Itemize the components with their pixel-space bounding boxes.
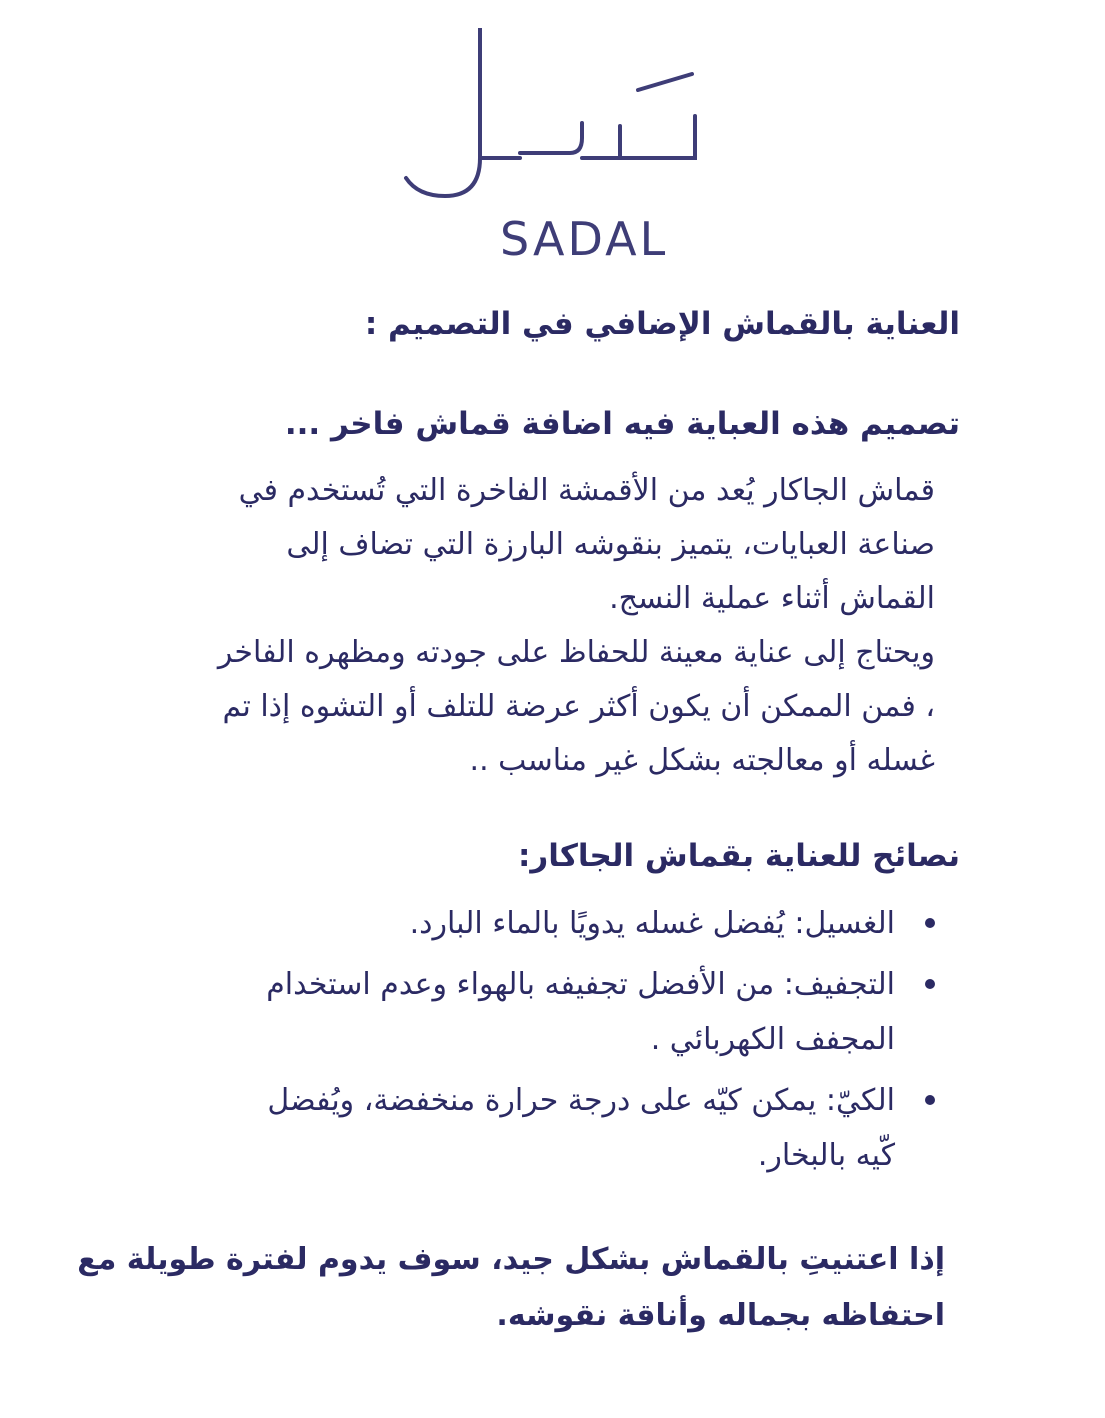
tip-line: المجفف الكهربائي .: [650, 1022, 895, 1057]
intro-line: القماش أثناء عملية النسج.: [609, 581, 935, 616]
closing-line: إذا اعتنيتِ بالقماش بشكل جيد، سوف يدوم لفترة طويلة مع: [77, 1242, 945, 1277]
intro-line: ، فمن الممكن أن يكون أكثر عرضة للتلف أو التشوه إذا تم: [222, 689, 935, 724]
tips-heading: نصائح للعناية بقماش الجاكار:: [517, 838, 960, 874]
tip-washing: [175, 896, 935, 951]
tip-line: التجفيف: من الأفضل تجفيفه بالهواء وعدم استخدام: [266, 967, 895, 1002]
tip-ironing: [175, 1073, 935, 1183]
closing-line: احتفاظه بجماله وأناقة نقوشه.: [496, 1298, 945, 1333]
closing-note: [77, 1232, 945, 1344]
tip-line: الكيّ: يمكن كيّه على درجة حرارة منخفضة، ويُفضل: [267, 1083, 895, 1118]
intro-paragraph: [175, 464, 935, 788]
intro-line: ويحتاج إلى عناية معينة للحفاظ على جودته ومظهره الفاخر: [217, 635, 935, 670]
tips-list: [175, 896, 935, 1189]
intro-line: غسله أو معالجته بشكل غير مناسب ..: [469, 743, 935, 778]
bullet-icon: [925, 918, 935, 928]
tip-drying: [175, 957, 935, 1067]
bullet-icon: [925, 979, 935, 989]
sadal-arabic-logotype: [400, 28, 700, 228]
logo-wordmark: SADAL: [500, 212, 669, 266]
sadal-logo: [400, 28, 700, 266]
tip-line: الغسيل: يُفضل غسله يدويًا بالماء البارد.: [409, 906, 895, 941]
sub-heading: تصميم هذه العباية فيه اضافة قماش فاخر ...: [284, 406, 960, 442]
intro-line: صناعة العبايات، يتميز بنقوشه البارزة التي تضاف إلى: [286, 527, 935, 562]
main-heading: العناية بالقماش الإضافي في التصميم :: [364, 306, 960, 342]
bullet-icon: [925, 1095, 935, 1105]
tip-line: كّيه بالبخار.: [757, 1138, 895, 1173]
intro-line: قماش الجاكار يُعد من الأقمشة الفاخرة التي تُستخدم في: [238, 473, 935, 508]
